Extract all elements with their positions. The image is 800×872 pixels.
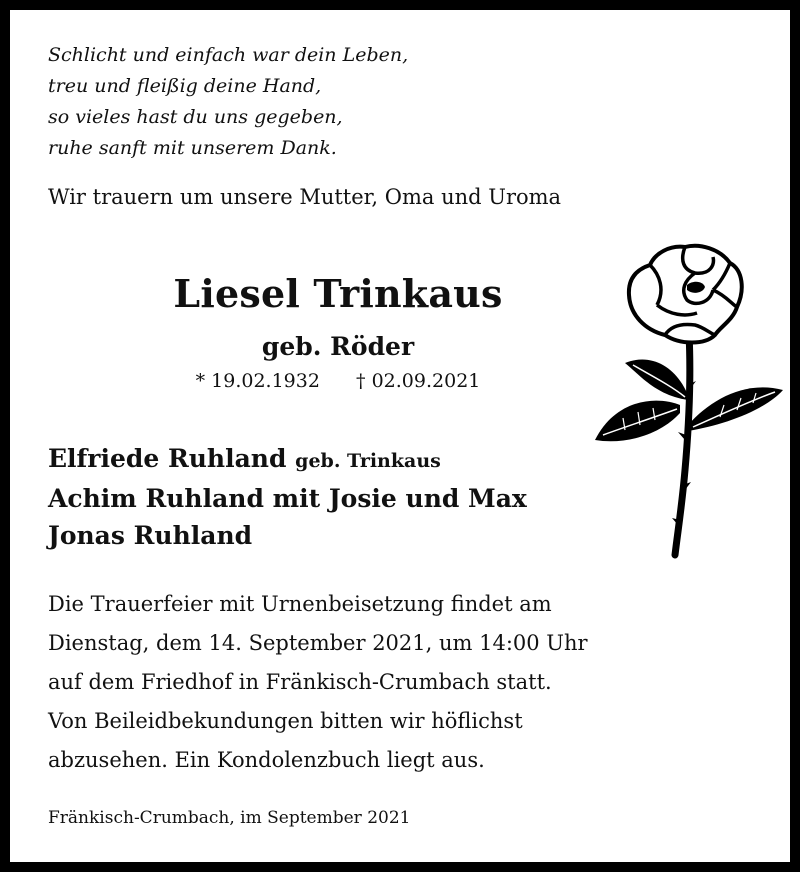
funeral-notice: [48, 585, 588, 780]
poem-line: so vieles hast du uns gegeben,: [48, 106, 343, 128]
poem-line: Schlicht und einfach war dein Leben,: [48, 44, 409, 66]
notice-line: Von Beileidbekundungen bitten wir höflichst: [48, 709, 523, 733]
death-symbol: †: [356, 370, 366, 392]
birth-name: geb. Röder: [261, 332, 415, 361]
intro-text: Wir trauern um unsere Mutter, Oma und Uroma: [48, 185, 562, 209]
deceased-name: Liesel Trinkaus: [173, 271, 503, 316]
mourner-name: Jonas Ruhland: [48, 521, 253, 550]
death-date: 02.09.2021: [371, 370, 481, 392]
mourner: [48, 517, 527, 554]
notice-line: Die Trauerfeier mit Urnenbeisetzung findet am: [48, 592, 552, 616]
notice-line: auf dem Friedhof in Fränkisch-Crumbach statt.: [48, 670, 552, 694]
mourner-name: Elfriede Ruhland: [48, 444, 287, 473]
place-date-footer: Fränkisch-Crumbach, im September 2021: [48, 808, 411, 828]
mourner-name: Achim Ruhland mit Josie und Max: [48, 484, 527, 513]
notice-line: Dienstag, dem 14. September 2021, um 14:00 Uhr: [48, 631, 588, 655]
poem-line: treu und fleißig deine Hand,: [48, 75, 322, 97]
rose-icon: [585, 235, 785, 560]
notice-line: abzusehen. Ein Kondolenzbuch liegt aus.: [48, 748, 485, 772]
mourner: [48, 480, 527, 517]
obituary-card: [10, 10, 790, 862]
mourner-suffix: geb. Trinkaus: [295, 450, 441, 472]
birth-symbol: *: [195, 370, 206, 392]
birth-date: 19.02.1932: [211, 370, 320, 392]
mourners-list: [48, 440, 527, 554]
poem-line: ruhe sanft mit unserem Dank.: [48, 137, 337, 159]
mourner: [48, 440, 527, 480]
poem: [48, 40, 408, 164]
